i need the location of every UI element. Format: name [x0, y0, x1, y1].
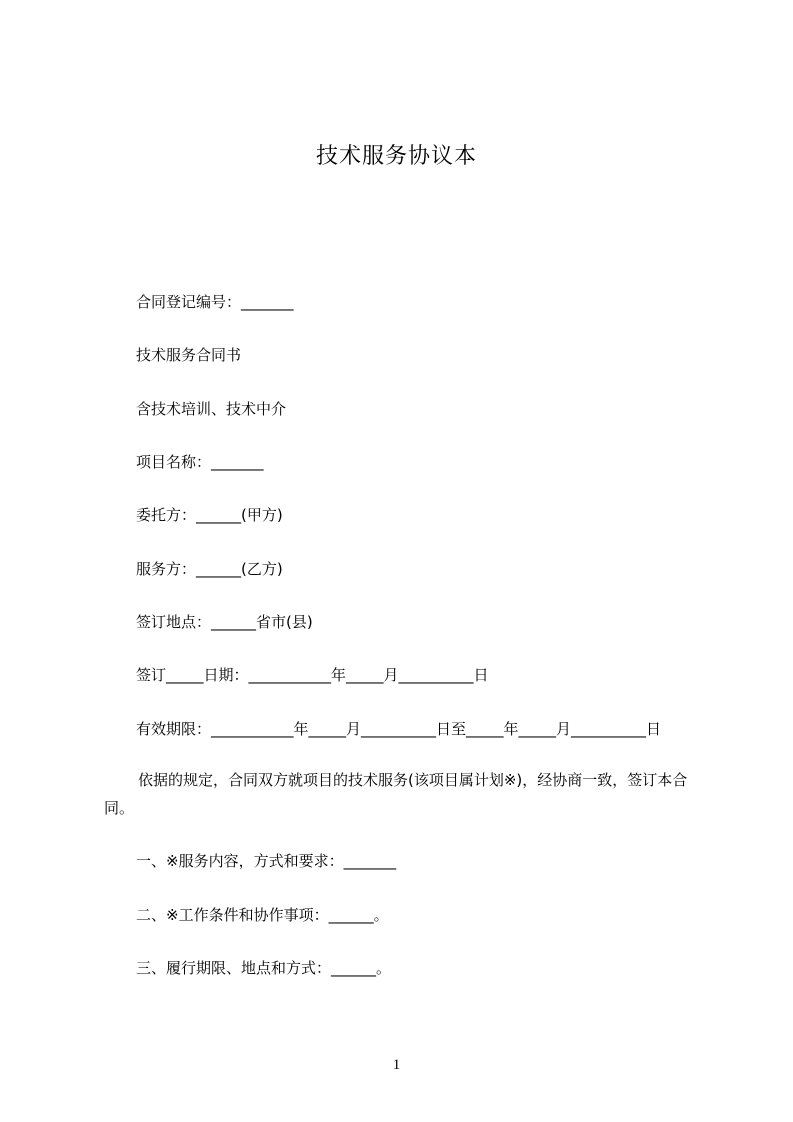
contract-registration-number: 合同登记编号：_______ — [136, 293, 294, 311]
project-name: 项目名称：_______ — [136, 453, 264, 471]
service-party: 服务方：______(乙方) — [136, 560, 283, 578]
document-title: 技术服务协议本 — [315, 144, 477, 169]
validity-period: 有效期限：___________年_____月__________日至_____年_____月__________日 — [136, 720, 662, 738]
page-number: 1 — [392, 1057, 401, 1073]
client-party: 委托方：______(甲方) — [136, 506, 283, 524]
clause-performance-terms: 三、履行期限、地点和方式：______。 — [136, 959, 392, 977]
signing-date: 签订_____日期：___________年_____月__________日 — [136, 666, 489, 684]
clause-working-conditions: 二、※工作条件和协作事项：______。 — [136, 906, 389, 924]
contract-scope: 含技术培训、技术中介 — [136, 400, 287, 418]
contract-type: 技术服务合同书 — [136, 346, 242, 364]
signing-location: 签订地点：______省市(县) — [136, 613, 313, 631]
clause-service-content: 一、※服务内容，方式和要求：_______ — [136, 852, 397, 870]
intro-paragraph: 依据的规定，合同双方就项目的技术服务(该项目属计划※)，经协商一致，签订本合同。 — [104, 771, 688, 817]
